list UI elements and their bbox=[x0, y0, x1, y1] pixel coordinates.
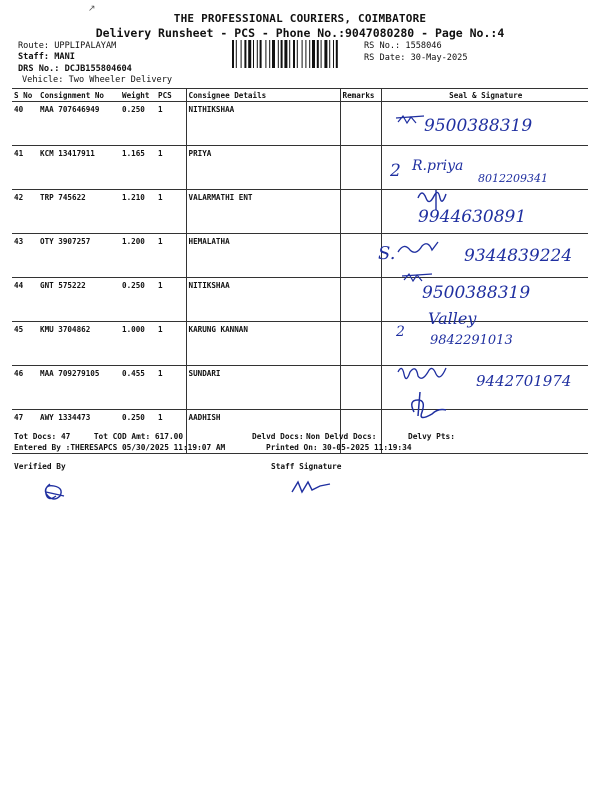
handwritten-name: R.priya bbox=[412, 158, 464, 174]
cell-consignee: HEMALATHA bbox=[186, 234, 340, 278]
barcode bbox=[232, 40, 356, 68]
cell-consignment: KMU 3704862 bbox=[38, 322, 120, 366]
cell-sno: 46 bbox=[12, 366, 38, 410]
cell-consignment: MAA 707646949 bbox=[38, 102, 120, 146]
barcode-bar bbox=[269, 40, 270, 68]
rs-no-label: RS No.: bbox=[364, 41, 401, 51]
drs-line bbox=[18, 64, 132, 74]
route-value: UPPLIPALAYAM bbox=[54, 41, 117, 51]
staff-value: MANI bbox=[54, 52, 75, 62]
barcode-bar bbox=[305, 40, 306, 68]
tot-docs-label: Tot Docs: bbox=[14, 432, 57, 441]
cell-pcs: 1 bbox=[156, 190, 186, 234]
cell-remarks bbox=[340, 102, 381, 146]
verified-by-label: Verified By bbox=[14, 462, 66, 471]
cell-remarks bbox=[340, 234, 381, 278]
cell-consignee: SUNDARI bbox=[186, 366, 340, 410]
barcode-bar bbox=[232, 40, 234, 68]
cell-remarks bbox=[340, 322, 381, 366]
delvy-pts-label: Delvy Pts: bbox=[408, 432, 455, 441]
cell-sno: 40 bbox=[12, 102, 38, 146]
handwritten-phone: 8012209341 bbox=[478, 172, 548, 185]
staff-line bbox=[18, 52, 75, 62]
cell-remarks bbox=[340, 146, 381, 190]
non-delvd-docs-label: Non Delvd Docs: bbox=[306, 432, 377, 441]
handwritten-phone: 9500388319 bbox=[424, 116, 533, 136]
handwritten-phone: 9842291013 bbox=[430, 333, 513, 348]
route-line bbox=[18, 41, 116, 51]
staff-signature bbox=[292, 482, 330, 492]
cell-consignee: PRIYA bbox=[186, 146, 340, 190]
table-row bbox=[12, 278, 588, 322]
drs-label: DRS No.: bbox=[18, 64, 60, 74]
barcode-bar bbox=[260, 40, 262, 68]
barcode-bar bbox=[257, 40, 258, 68]
table-row bbox=[12, 102, 588, 146]
barcode-bar bbox=[244, 40, 246, 68]
barcode-bar bbox=[248, 40, 251, 68]
tot-cod-label: Tot COD Amt: bbox=[93, 432, 151, 441]
barcode-bar bbox=[289, 40, 290, 68]
cell-weight: 0.455 bbox=[120, 366, 156, 410]
barcode-bar bbox=[281, 40, 283, 68]
rs-date-label: RS Date: bbox=[364, 53, 406, 63]
cell-remarks bbox=[340, 278, 381, 322]
cell-weight: 1.000 bbox=[120, 322, 156, 366]
cell-sno: 47 bbox=[12, 410, 38, 454]
cell-consignment: MAA 709279105 bbox=[38, 366, 120, 410]
cell-consignee: VALARMATHI ENT bbox=[186, 190, 340, 234]
rs-date-value: 30-May-2025 bbox=[410, 53, 468, 63]
cell-consignment: TRP 745622 bbox=[38, 190, 120, 234]
handwritten-initial: S. bbox=[378, 243, 396, 264]
cell-pcs: 1 bbox=[156, 410, 186, 454]
runsheet-title: Delivery Runsheet - PCS - Phone No.:9047080280 - Page No.:4 bbox=[95, 26, 505, 40]
route-label: Route: bbox=[18, 41, 50, 51]
handwritten-mark: 2 bbox=[390, 161, 401, 181]
cell-sno: 42 bbox=[12, 190, 38, 234]
barcode-bar bbox=[302, 40, 303, 68]
cell-consignee: AADHISH bbox=[186, 410, 340, 454]
cell-consignment: AWY 1334473 bbox=[38, 410, 120, 454]
barcode-bar bbox=[333, 40, 334, 68]
entered-by: Entered By :THERESAPCS 05/30/2025 11:19:07 AM bbox=[14, 443, 226, 452]
cell-sno: 45 bbox=[12, 322, 38, 366]
cell-consignment: GNT 575222 bbox=[38, 278, 120, 322]
cell-pcs: 1 bbox=[156, 278, 186, 322]
cell-consignee: NITHIKSHAA bbox=[186, 102, 340, 146]
rs-date-line bbox=[364, 53, 468, 63]
pen-mark: ↗ bbox=[88, 4, 96, 14]
cell-pcs: 1 bbox=[156, 322, 186, 366]
col-seal-header: Seal & Signature bbox=[381, 89, 588, 102]
delvd-docs-label: Delvd Docs: bbox=[252, 432, 304, 441]
barcode-bar bbox=[329, 40, 330, 68]
delivery-table bbox=[12, 88, 588, 454]
col-consignee-header: Consignee Details bbox=[186, 89, 340, 102]
cell-seal bbox=[381, 322, 588, 366]
col-weight-header: Weight bbox=[120, 89, 156, 102]
cell-pcs: 1 bbox=[156, 102, 186, 146]
barcode-bar bbox=[321, 40, 322, 68]
cell-seal bbox=[381, 190, 588, 234]
cell-consignee: NITIKSHAA bbox=[186, 278, 340, 322]
staff-label: Staff: bbox=[18, 52, 50, 62]
staff-signature-label: Staff Signature bbox=[271, 462, 342, 471]
barcode-bar bbox=[312, 40, 315, 68]
col-remarks-header: Remarks bbox=[340, 89, 381, 102]
col-sno-header: S No bbox=[12, 89, 38, 102]
handwritten-mark: 2 bbox=[396, 324, 405, 340]
barcode-bar bbox=[265, 40, 266, 68]
barcode-bar bbox=[236, 40, 237, 68]
handwritten-phone: 9344839224 bbox=[464, 246, 573, 266]
cell-weight: 0.250 bbox=[120, 410, 156, 454]
cell-seal bbox=[381, 366, 588, 410]
cell-pcs: 1 bbox=[156, 366, 186, 410]
cell-seal bbox=[381, 146, 588, 190]
cell-remarks bbox=[340, 190, 381, 234]
table-row bbox=[12, 146, 588, 190]
cell-weight: 1.200 bbox=[120, 234, 156, 278]
cell-weight: 1.165 bbox=[120, 146, 156, 190]
cell-weight: 0.250 bbox=[120, 102, 156, 146]
table-row bbox=[12, 366, 588, 410]
col-pcs-header: PCS bbox=[156, 89, 186, 102]
rs-no-line bbox=[364, 41, 442, 51]
table-row bbox=[12, 190, 588, 234]
cell-weight: 1.210 bbox=[120, 190, 156, 234]
tot-cod-value: 617.00 bbox=[154, 432, 184, 441]
barcode-bar bbox=[297, 40, 298, 68]
col-consignment-header: Consignment No bbox=[38, 89, 120, 102]
rs-no-value: 1558046 bbox=[405, 41, 442, 51]
barcode-bar bbox=[253, 40, 254, 68]
cell-consignee: KARUNG KANNAN bbox=[186, 322, 340, 366]
tot-docs-value: 47 bbox=[60, 432, 71, 441]
handwritten-phone: 9442701974 bbox=[476, 372, 572, 390]
cell-pcs: 1 bbox=[156, 146, 186, 190]
cell-sno: 44 bbox=[12, 278, 38, 322]
cell-weight: 0.250 bbox=[120, 278, 156, 322]
verified-by-signature bbox=[45, 484, 64, 499]
barcode-bar bbox=[284, 40, 287, 68]
barcode-bar bbox=[272, 40, 275, 68]
company-title: THE PROFESSIONAL COURIERS, COIMBATORE bbox=[173, 12, 427, 25]
cell-remarks bbox=[340, 366, 381, 410]
barcode-bar bbox=[241, 40, 242, 68]
vehicle-line bbox=[22, 75, 172, 85]
handwritten-name: Valley bbox=[428, 309, 477, 328]
handwritten-phone: 9500388319 bbox=[422, 283, 531, 303]
vehicle-value: Two Wheeler Delivery bbox=[68, 75, 173, 85]
cell-seal bbox=[381, 278, 588, 322]
cell-seal bbox=[381, 234, 588, 278]
barcode-bar bbox=[293, 40, 295, 68]
barcode-bar bbox=[324, 40, 327, 68]
barcode-bar bbox=[309, 40, 310, 68]
totals-line bbox=[14, 432, 183, 441]
cell-seal bbox=[381, 102, 588, 146]
cell-consignment: OTY 3907257 bbox=[38, 234, 120, 278]
barcode-bar bbox=[336, 40, 338, 68]
table-header-row bbox=[12, 89, 588, 102]
cell-pcs: 1 bbox=[156, 234, 186, 278]
printed-on: Printed On: 30-05-2025 11:19:34 bbox=[266, 443, 412, 452]
barcode-bar bbox=[317, 40, 319, 68]
table-row bbox=[12, 322, 588, 366]
table-row bbox=[12, 234, 588, 278]
barcode-bar bbox=[278, 40, 279, 68]
cell-sno: 41 bbox=[12, 146, 38, 190]
cell-sno: 43 bbox=[12, 234, 38, 278]
drs-value: DCJB155804604 bbox=[64, 64, 132, 74]
cell-consignment: KCM 13417911 bbox=[38, 146, 120, 190]
vehicle-label: Vehicle: bbox=[22, 75, 64, 85]
handwritten-phone: 9944630891 bbox=[418, 207, 527, 227]
